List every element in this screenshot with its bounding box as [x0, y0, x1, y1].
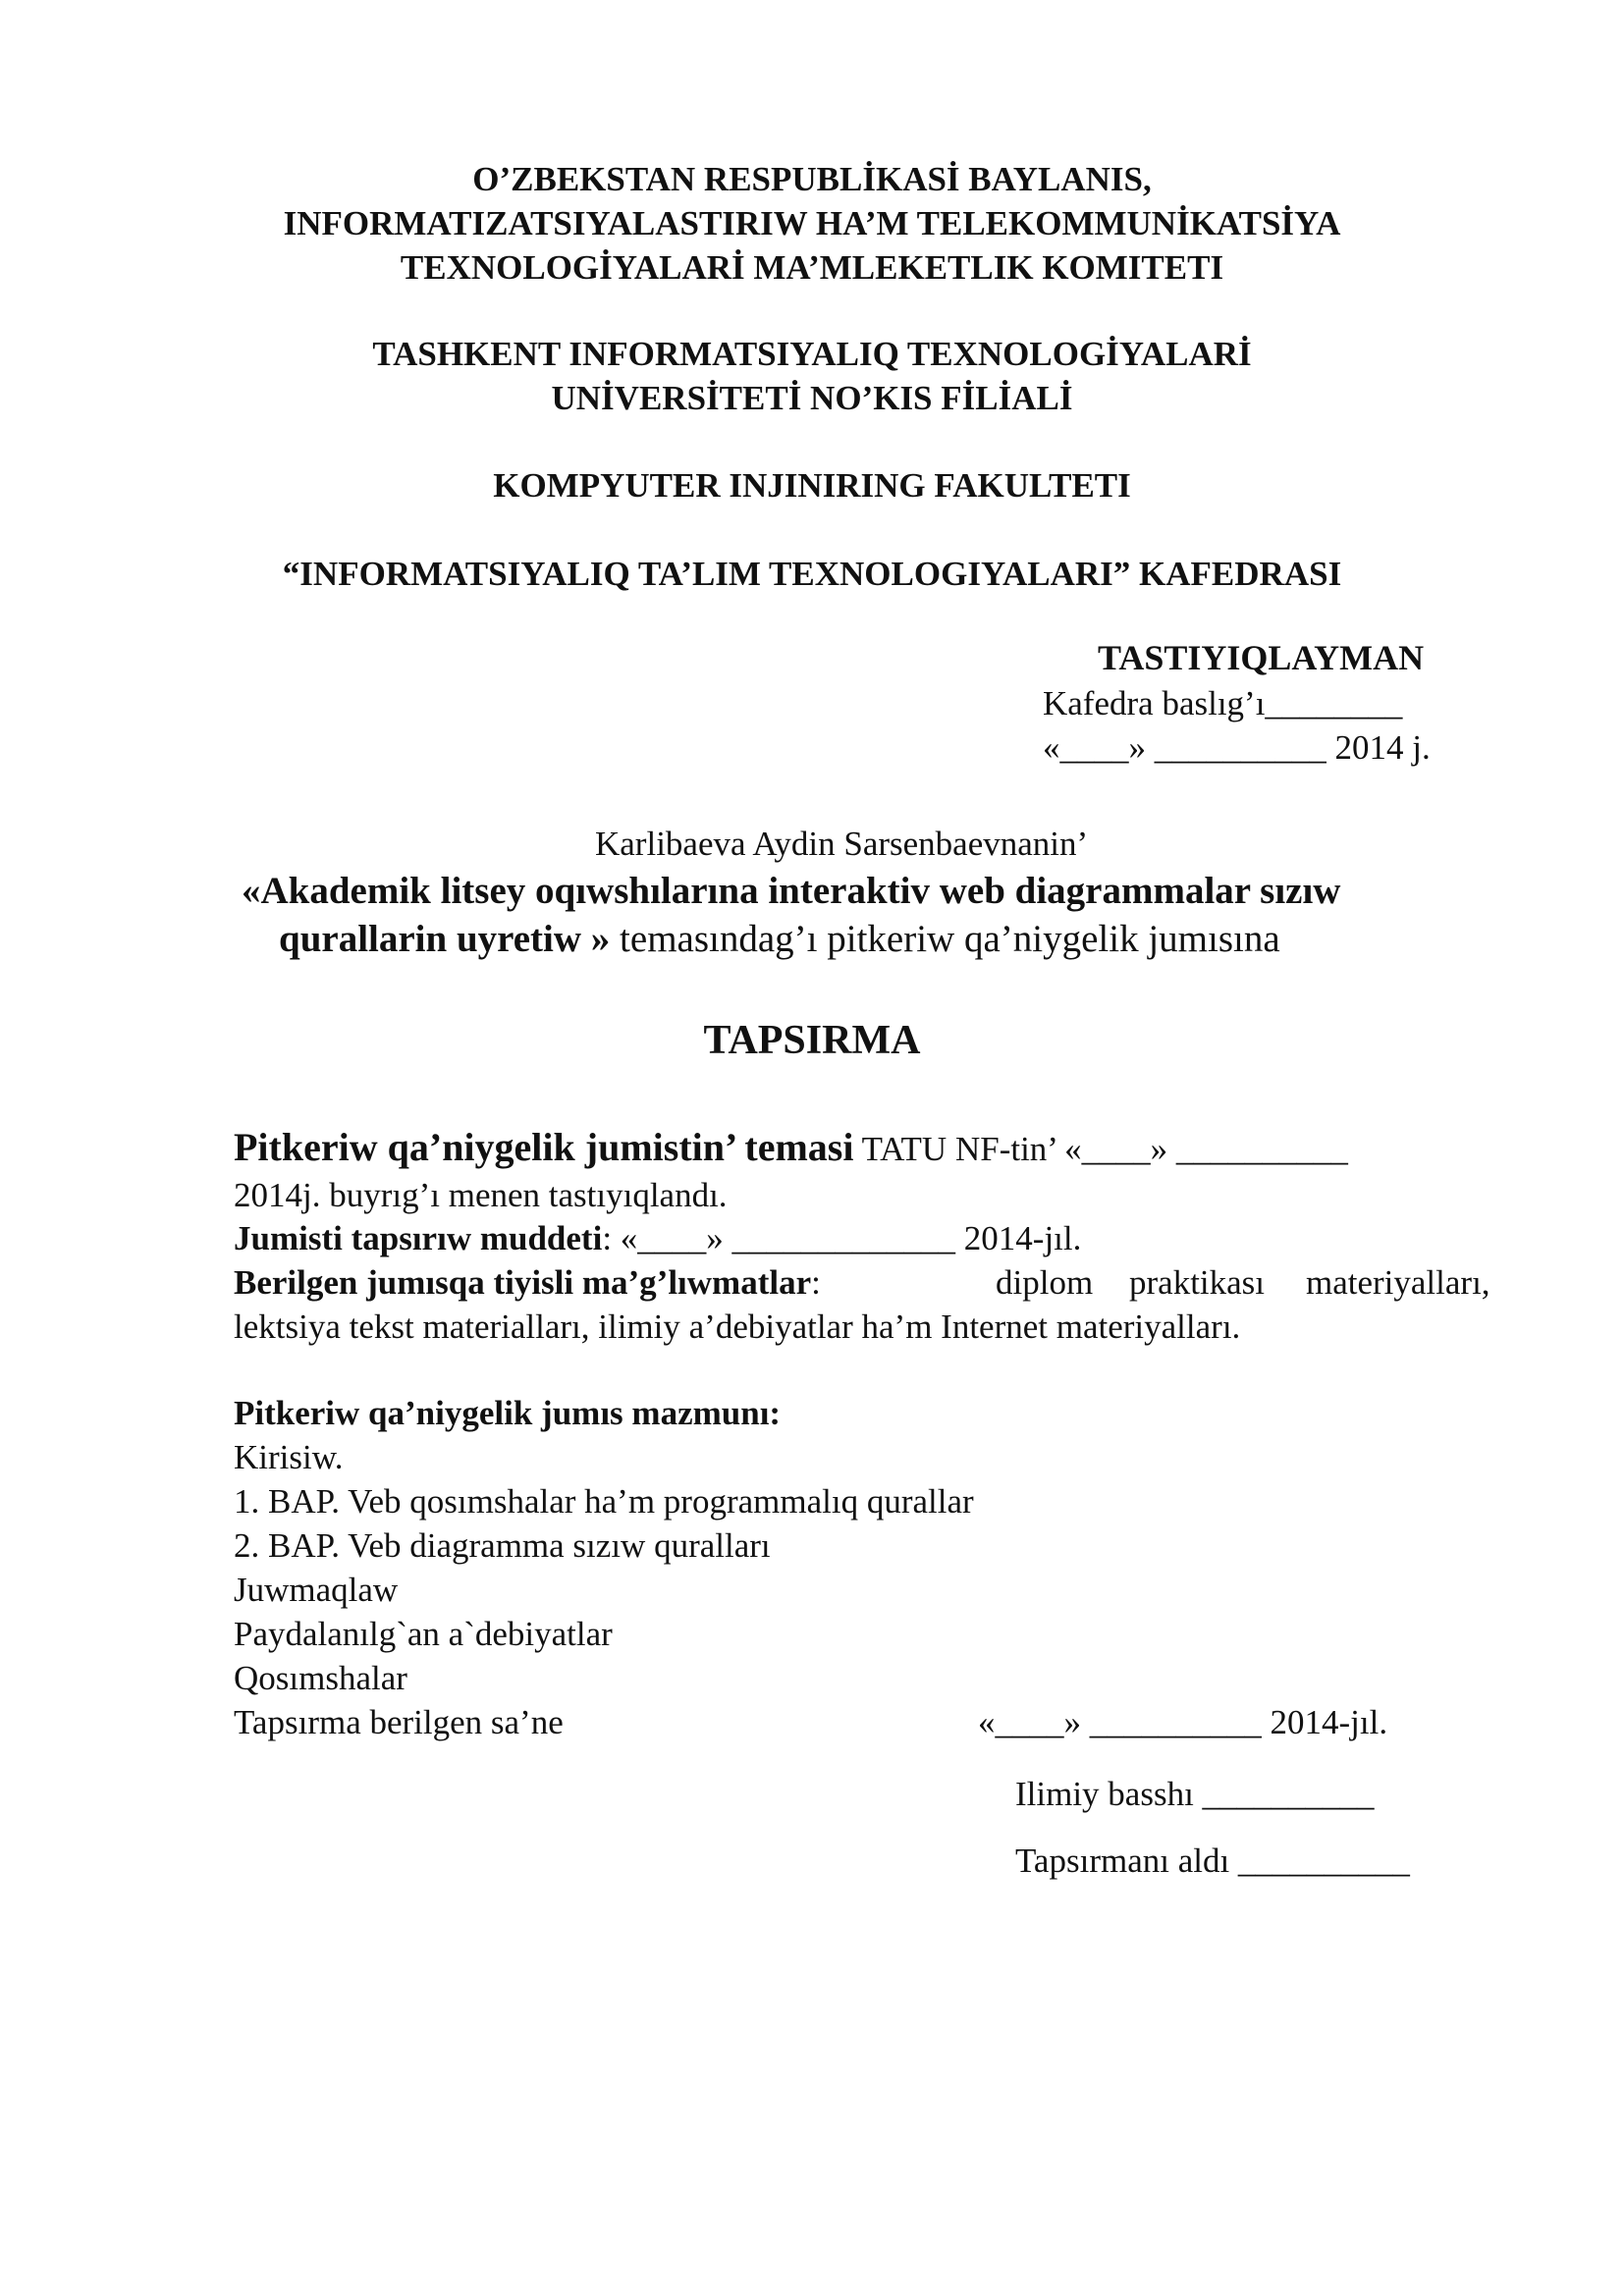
given-data-label: Berilgen jumısqa tiyisli ma’g’lıwmatlar	[234, 1263, 812, 1302]
topic-line-1: «Akademik litsey oqıwshılarına interaktiv web diagrammalar sızıw	[242, 870, 1341, 912]
given-data-colon: :	[811, 1263, 821, 1302]
topic-label: Pitkeriw qa’niygelik jumistin’ temasi	[234, 1125, 854, 1169]
contents-item: Paydalanılg`an a`debiyatlar	[234, 1615, 613, 1653]
topic-approval-line-2: 2014j. buyrıg’ı menen tastıyıqlandı.	[234, 1176, 728, 1214]
task-given-date: «____» __________ 2014-jıl.	[978, 1703, 1388, 1741]
document-title: TAPSIRMA	[703, 1018, 921, 1063]
deadline-line	[234, 1217, 1081, 1260]
student-name: Karlibaeva Aydin Sarsenbaevnanin’	[595, 825, 1089, 863]
given-data-word-2: praktikası	[1129, 1263, 1266, 1302]
deadline-label: Jumisti tapsırıw muddeti	[234, 1219, 603, 1257]
contents-item: Juwmaqlaw	[234, 1571, 399, 1609]
header-line-2: INFORMATIZATSIYALASTIRIW HA’M TELEKOMMUNİKATSİYA	[283, 204, 1341, 242]
receiver-signature: Tapsırmanı aldı __________	[1015, 1842, 1410, 1880]
contents-heading: Pitkeriw qa’niygelik jumıs mazmunı:	[234, 1394, 782, 1432]
topic-approval-line	[234, 1123, 1348, 1174]
contents-item: Qosımshalar	[234, 1659, 407, 1697]
task-given-label: Tapsırma berilgen sa’ne	[234, 1703, 564, 1741]
given-data-word-1: diplom	[996, 1263, 1094, 1302]
approval-head-signature: Kafedra baslıg’ı________	[1043, 684, 1403, 722]
supervisor-signature: Ilimiy basshı __________	[1015, 1775, 1375, 1813]
approval-title: TASTIYIQLAYMAN	[1098, 638, 1425, 677]
approval-date: «____» __________ 2014 j.	[1043, 728, 1431, 767]
header-line-5: UNİVERSİTETİ NO’KIS FİLİALİ	[551, 379, 1073, 417]
header-line-4: TASHKENT INFORMATSIYALIQ TEXNOLOGİYALARİ	[372, 335, 1252, 373]
department-name: “INFORMATSIYALIQ TA’LIM TEXNOLOGIYALARI” KAFEDRASI	[282, 555, 1342, 593]
contents-item: 1. BAP. Veb qosımshalar ha’m programmalıq qurallar	[234, 1482, 974, 1521]
topic-line-2-bold: qurallarin uyretiw »	[279, 918, 611, 960]
header-line-3: TEXNOLOGİYALARİ MA’MLEKETLIK KOMITETI	[400, 248, 1224, 287]
topic-line-2	[279, 916, 1280, 963]
given-data-line	[234, 1261, 1522, 1305]
contents-item: 2. BAP. Veb diagramma sızıw quralları	[234, 1526, 771, 1565]
faculty-name: KOMPYUTER INJINIRING FAKULTETI	[493, 466, 1131, 505]
deadline-value: : «____» _____________ 2014-jıl.	[602, 1219, 1082, 1257]
given-data-word-3: materiyalları,	[1306, 1263, 1490, 1302]
header-line-1: O’ZBEKSTAN RESPUBLİKASİ BAYLANIS,	[472, 160, 1152, 198]
given-data-line-2: lektsiya tekst materialları, ilimiy a’debiyatlar ha’m Internet materiyalları.	[234, 1308, 1241, 1346]
contents-item: Kirisiw.	[234, 1438, 344, 1476]
topic-line-2-rest: temasındag’ı pitkeriw qa’niygelik jumısına	[610, 918, 1280, 960]
topic-approval-rest: TATU NF-tin’ «____» __________	[853, 1130, 1348, 1168]
